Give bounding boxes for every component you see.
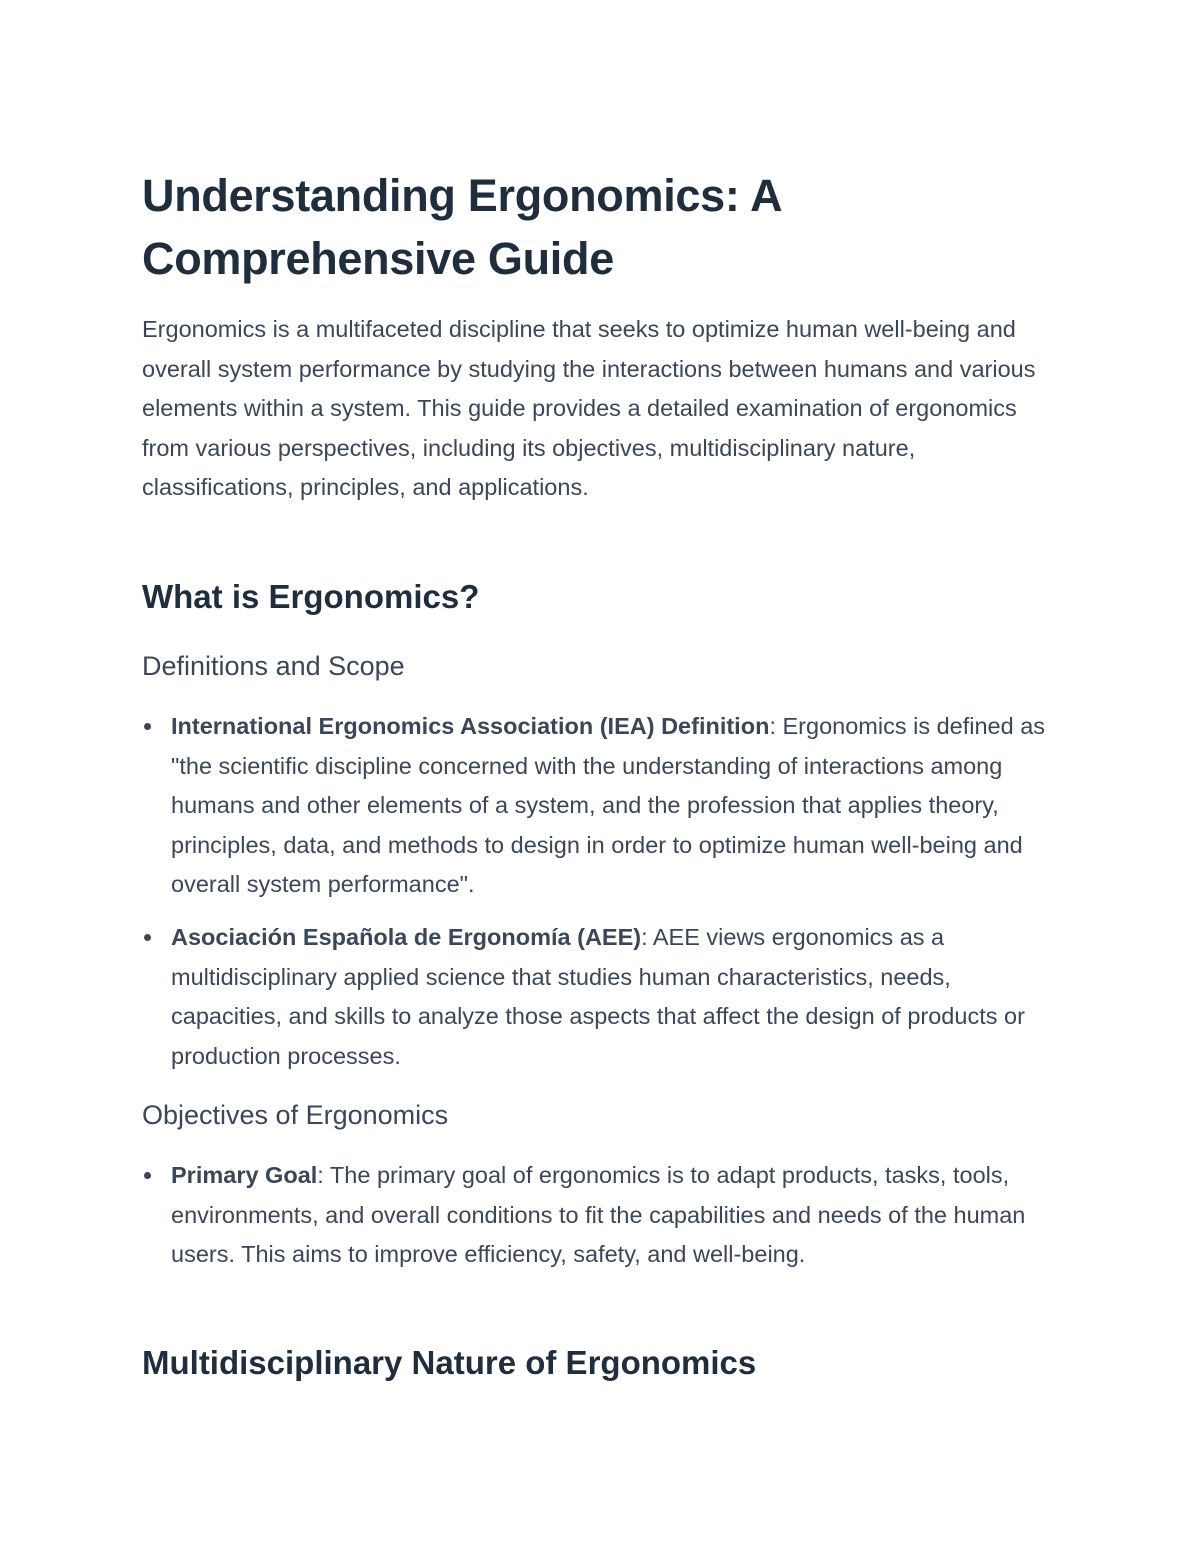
list-item-term: Asociación Española de Ergonomía (AEE) (171, 923, 642, 950)
list-item-term: International Ergonomics Association (IEA) Definition (171, 713, 770, 739)
objectives-list (142, 1156, 1062, 1288)
section-heading-multidisciplinary: Multidisciplinary Nature of Ergonomics (142, 1344, 757, 1381)
subheading-definitions-scope: Definitions and Scope (142, 651, 405, 681)
intro-paragraph: Ergonomics is a multifaceted discipline that seeks to optimize human well-being and overall system performance by studying the interactions between humans and various elements within a system. This guide provides a detailed examination of ergonomics from various perspectives, including its objectives, multidisciplinary nature, classifications, principles, and applications. (142, 316, 1036, 501)
list-item-text: : Ergonomics is defined as "the scientific discipline concerned with the understanding of interactions among humans and other elements of a system, and the profession that applies theory, principles, data, and methods to design in order to optimize human well-being and overall system performance". (171, 713, 1046, 898)
list-item (142, 1156, 1062, 1275)
bullet-icon (144, 934, 151, 941)
bullet-icon (144, 723, 151, 730)
subheading-objectives: Objectives of Ergonomics (142, 1100, 449, 1130)
section-heading-what-is-ergonomics: What is Ergonomics? (142, 578, 480, 615)
list-item-term: Primary Goal (171, 1162, 318, 1188)
list-item-text: : AEE views ergonomics as a multidisciplinary applied science that studies human characteristics, needs, capacities, and skills to analyze those aspects that affect the design of products or production processes. (171, 923, 1025, 1069)
list-item (142, 707, 1062, 905)
list-item-text: : The primary goal of ergonomics is to adapt products, tasks, tools, environments, and overall conditions to fit the capabilities and needs of the human users. This aims to improve efficiency, safety, and well-being. (171, 1162, 1026, 1268)
bullet-icon (144, 1172, 151, 1179)
page-title: Understanding Ergonomics: A Comprehensive Guide (142, 170, 781, 284)
definitions-list (142, 707, 1062, 1089)
list-item (142, 918, 1062, 1076)
